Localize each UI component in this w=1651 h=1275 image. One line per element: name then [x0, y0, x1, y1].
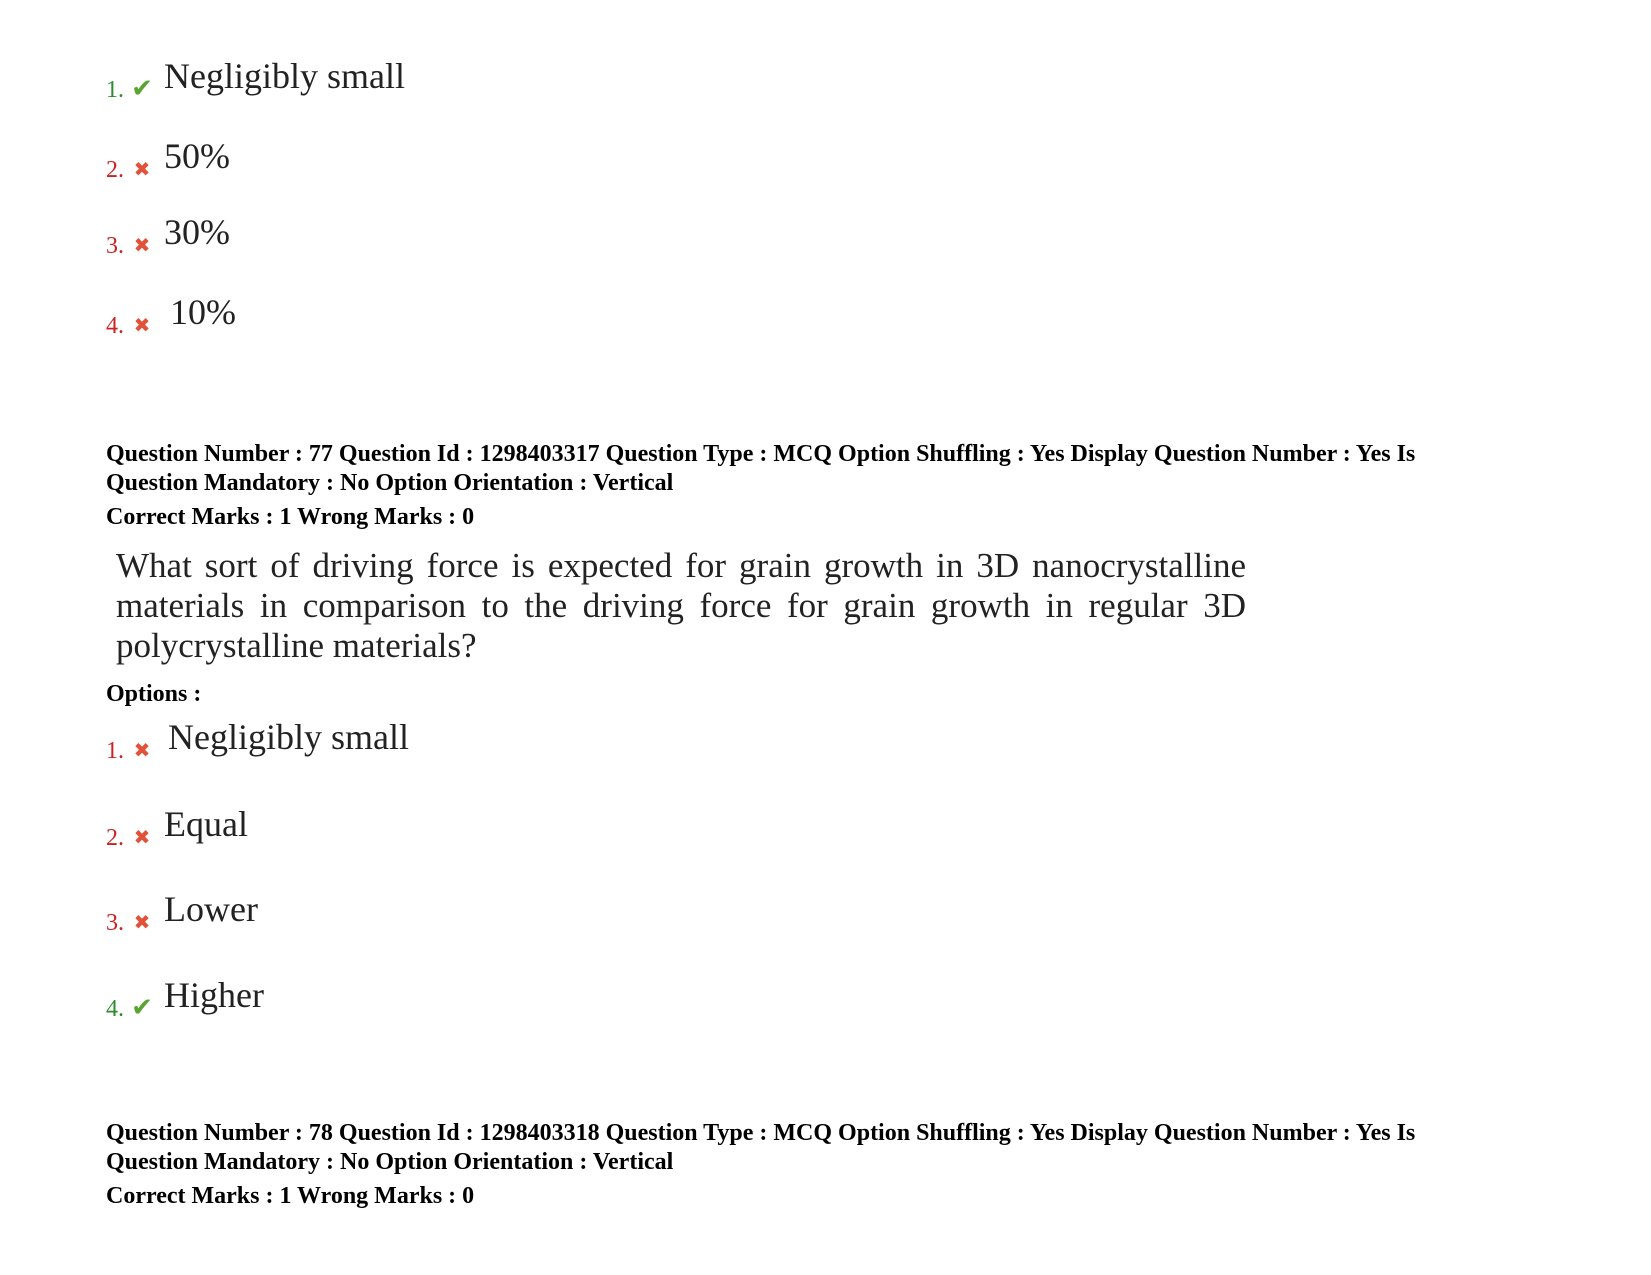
- question-meta-line-1: Question Number : 77 Question Id : 1298403317 Question Type : MCQ Option Shuffling : Yes Display Question Number : Yes Is: [106, 441, 1416, 467]
- option-number: 4.: [106, 996, 124, 1022]
- prev-option-3: [106, 212, 230, 259]
- q77-option-3: [106, 889, 258, 936]
- q77-option-4: [106, 975, 264, 1023]
- prev-option-1: [106, 56, 405, 104]
- q77-option-2: [106, 804, 248, 851]
- option-text: Negligibly small: [164, 56, 405, 96]
- question-marks: Correct Marks : 1 Wrong Marks : 0: [106, 504, 475, 530]
- option-number: 1.: [106, 738, 124, 764]
- option-number: 3.: [106, 910, 124, 936]
- prev-option-2: [106, 136, 230, 183]
- question-meta-line-2: Question Mandatory : No Option Orientation : Vertical: [106, 1149, 674, 1175]
- cross-icon: ✖: [133, 910, 151, 934]
- option-number: 2.: [106, 157, 124, 183]
- cross-icon: ✖: [133, 825, 151, 849]
- option-number: 4.: [106, 313, 124, 339]
- question-77-meta: [106, 440, 1506, 532]
- option-text: 50%: [164, 136, 230, 176]
- question-78-meta: [106, 1119, 1506, 1211]
- cross-icon: ✖: [133, 738, 151, 762]
- option-text: Higher: [164, 975, 264, 1015]
- cross-icon: ✖: [133, 313, 151, 337]
- option-text: Negligibly small: [168, 717, 409, 757]
- cross-icon: ✖: [133, 233, 151, 257]
- option-text: 30%: [164, 212, 230, 252]
- option-text: Lower: [164, 889, 258, 929]
- option-text: Equal: [164, 804, 248, 844]
- prev-option-4: [106, 292, 236, 339]
- question-meta-line-1: Question Number : 78 Question Id : 1298403318 Question Type : MCQ Option Shuffling : Yes Display Question Number : Yes Is: [106, 1120, 1416, 1146]
- option-number: 3.: [106, 233, 124, 259]
- check-icon: ✔: [131, 993, 153, 1023]
- option-text: 10%: [170, 292, 236, 332]
- option-number: 2.: [106, 825, 124, 851]
- question-marks: Correct Marks : 1 Wrong Marks : 0: [106, 1183, 475, 1209]
- q77-option-1: [106, 717, 409, 764]
- option-number: 1.: [106, 77, 124, 103]
- options-label: Options :: [106, 681, 202, 707]
- question-meta-line-2: Question Mandatory : No Option Orientation : Vertical: [106, 470, 674, 496]
- cross-icon: ✖: [133, 157, 151, 181]
- question-77-text: What sort of driving force is expected for grain growth in 3D nanocrystalline materials in comparison to the driving force for grain growth in regular 3D polycrystalline materials?: [116, 546, 1246, 665]
- check-icon: ✔: [131, 74, 153, 104]
